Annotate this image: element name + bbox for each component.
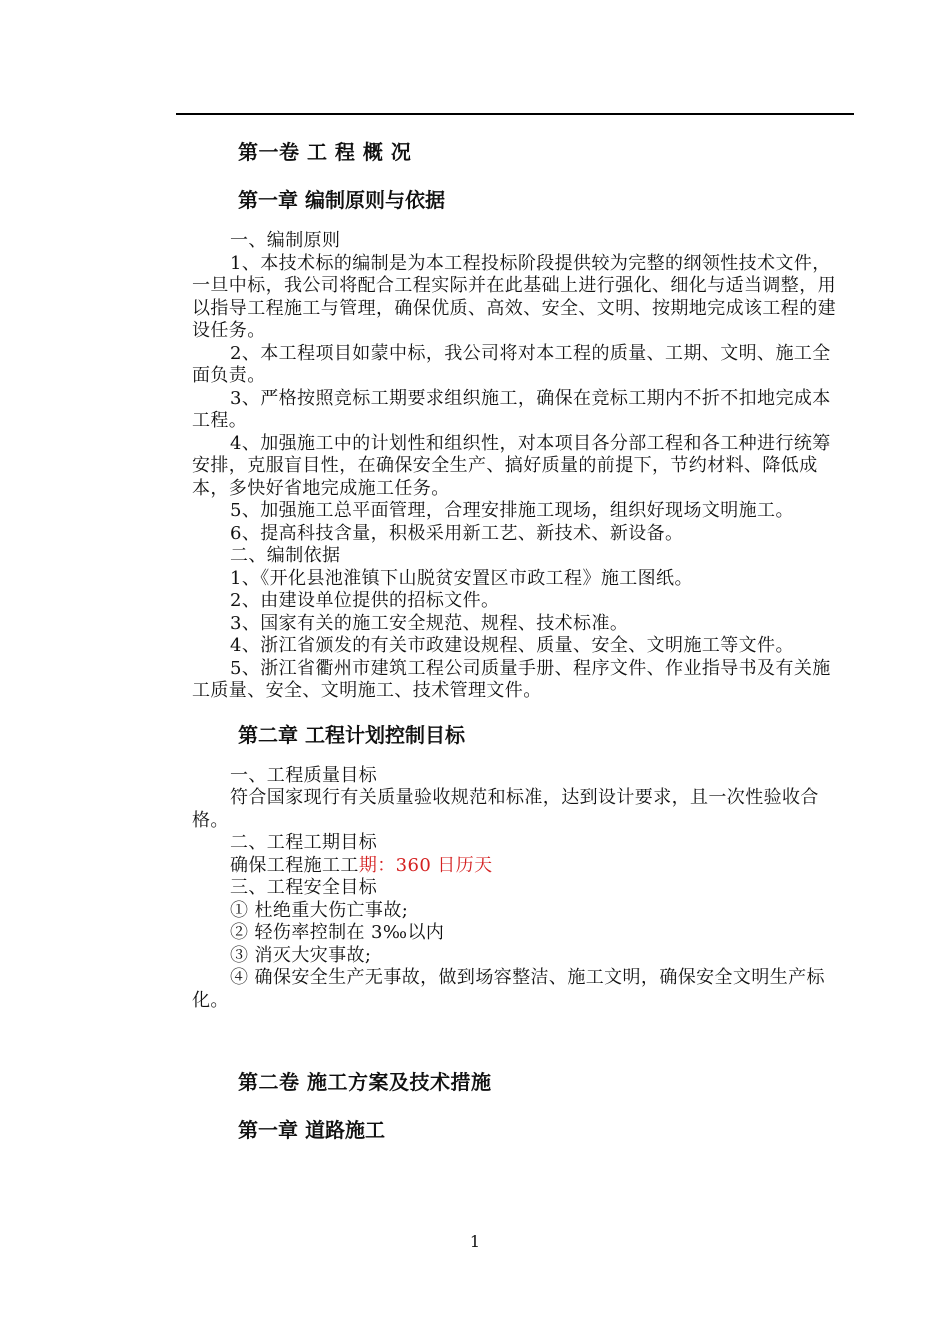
volume1-title: 第一卷 工 程 概 况 [238,140,412,164]
safety-item: ④ 确保安全生产无事故，做到场容整洁、施工文明，确保安全文明生产标化。 [192,967,825,1011]
basis-item: 2、由建设单位提供的招标文件。 [230,590,500,611]
quality-heading: 一、工程质量目标 [230,764,378,786]
volume2-title: 第二卷 施工方案及技术措施 [238,1070,492,1094]
safety-item: ① 杜绝重大伤亡事故; [230,899,409,921]
basis-item: 4、浙江省颁发的有关市政建设规程、质量、安全、文明施工等文件。 [230,635,794,656]
schedule-prefix: 确保工程施工工 [230,854,359,876]
principle-item: 3、严格按照竞标工期要求组织施工，确保在竞标工期内不折不扣地完成本工程。 [192,387,831,431]
chapter1-title: 第一章 编制原则与依据 [238,188,445,212]
schedule-heading: 二、工程工期目标 [230,832,378,853]
page-number: 1 [469,1232,481,1251]
safety-heading: 三、工程安全目标 [230,877,378,898]
schedule-highlight: 期：360 日历天 [358,854,493,876]
safety-item: ③ 消灭大灾事故; [230,944,372,966]
header-rule [176,113,854,115]
principle-item: 2、本工程项目如蒙中标，我公司将对本工程的质量、工期、文明、施工全面负责。 [192,342,831,386]
document-body [192,138,842,1160]
basis-item: 1、《开化县池淮镇下山脱贫安置区市政工程》施工图纸。 [230,567,693,589]
principle-item: 5、加强施工总平面管理，合理安排施工现场，组织好现场文明施工。 [230,500,794,521]
basis-item: 5、浙江省衢州市建筑工程公司质量手册、程序文件、作业指导书及有关施工质量、安全、文明施工、技术管理文件。 [192,657,831,701]
chapter3-title: 第一章 道路施工 [238,1118,385,1142]
safety-item: ② 轻伤率控制在 3‰以内 [230,922,445,943]
section1-heading: 一、编制原则 [230,230,341,251]
schedule-text [192,855,842,878]
chapter2-title: 第二章 工程计划控制目标 [238,722,465,747]
principle-item: 1、本技术标的编制是为本工程投标阶段提供较为完整的纲领性技术文件，一旦中标，我公司将配合工程实际并在此基础上进行强化、细化与适当调整，用以指导工程施工与管理，确保优质、高效、安全、文明、按期地完成该工程的建设任务。 [192,252,836,341]
principle-item: 6、提高科技含量，积极采用新工艺、新技术、新设备。 [230,522,684,544]
basis-item: 3、国家有关的施工安全规范、规程、技术标准。 [230,612,629,634]
principle-item: 4、加强施工中的计划性和组织性，对本项目各分部工程和各工种进行统筹安排，克服盲目性，在确保安全生产、搞好质量的前提下，节约材料、降低成本，多快好省地完成施工任务。 [192,432,831,499]
quality-text: 符合国家现行有关质量验收规范和标准，达到设计要求，且一次性验收合格。 [192,787,819,831]
section2-heading: 二、编制依据 [230,545,341,566]
